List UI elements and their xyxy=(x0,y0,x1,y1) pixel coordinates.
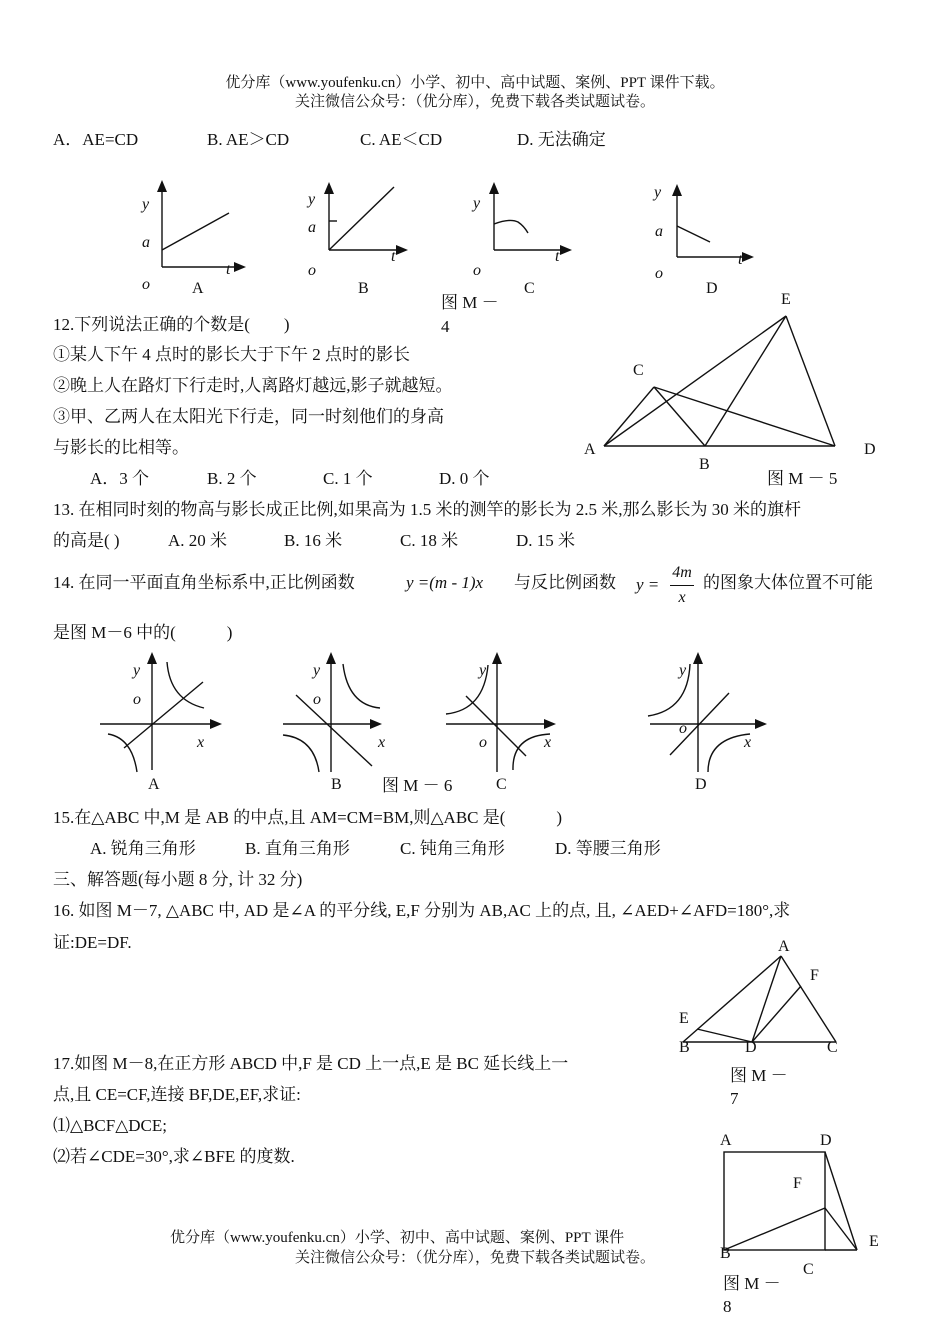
fig-m7-point-c: C xyxy=(827,1039,838,1056)
q12-option-d: D. 0 个 xyxy=(439,469,490,488)
q16-line-1: 16. 如图 M－7, △ABC 中, AD 是∠A 的平分线, E,F 分别为 AB,AC 上的点, 且, ∠AED+∠AFD=180°,求 xyxy=(53,901,791,920)
footer-line-1: 优分库（www.youfenku.cn）小学、初中、高中试题、案例、PPT 课件 xyxy=(170,1230,625,1246)
q12-statement-3b: 与影长的比相等。 xyxy=(53,438,189,457)
q15-stem: 15.在△ABC 中,M 是 AB 的中点,且 AM=CM=BM,则△ABC 是( ) xyxy=(53,808,563,827)
q11-option-d: D. 无法确定 xyxy=(517,130,606,149)
q17-part-1: ⑴△BCF△DCE; xyxy=(53,1116,168,1135)
q12-stem: 12.下列说法正确的个数是( ) xyxy=(53,315,290,334)
q12-statement-2: ②晚上人在路灯下行走时,人离路灯越远,影子就越短。 xyxy=(53,376,453,395)
fig-m4-d-t-label: t xyxy=(738,251,743,268)
fig-m5-point-e: E xyxy=(781,291,791,308)
fig-m6-graph-d-label: D xyxy=(695,776,707,793)
q14-line-2: 是图 M－6 中的( ) xyxy=(53,623,233,642)
fig-m6-c-x-label: x xyxy=(544,734,552,751)
q12-statement-1: ①某人下午 4 点时的影长大于下午 2 点时的影长 xyxy=(53,345,410,364)
q13-option-a: A. 20 米 xyxy=(168,531,228,550)
fig-m5-point-d: D xyxy=(864,441,876,458)
q17-line-2: 点,且 CE=CF,连接 BF,DE,EF,求证: xyxy=(53,1085,301,1104)
q17-line-1: 17.如图 M－8,在正方形 ABCD 中,F 是 CD 上一点,E 是 BC 延长线上一 xyxy=(53,1054,569,1073)
q14-text-mid: 与反比例函数 xyxy=(514,573,616,592)
fig-m6-d-y-label: y xyxy=(679,662,687,679)
q14-inverse-numerator: 4m xyxy=(672,564,692,581)
fig-m7-point-a: A xyxy=(778,938,790,955)
fig-m7-caption: 图 M － xyxy=(730,1066,788,1085)
fig-m4-d-y-label: y xyxy=(654,184,662,201)
q12-option-b: B. 2 个 xyxy=(207,469,257,488)
fig-m6-b-y-label: y xyxy=(313,662,321,679)
q12-option-c: C. 1 个 xyxy=(323,469,373,488)
fig-m6-caption: 图 M － 6 xyxy=(382,776,453,795)
fig-m6-b-origin-label: o xyxy=(313,691,321,708)
q13-option-c: C. 18 米 xyxy=(400,531,459,550)
fig-m8-point-e: E xyxy=(869,1233,879,1250)
fig-m4-d-origin-label: o xyxy=(655,265,663,282)
q17-part-2: ⑵若∠CDE=30°,求∠BFE 的度数. xyxy=(53,1147,295,1166)
fig-m5-point-a: A xyxy=(584,441,596,458)
fig-m4-a-y-label: y xyxy=(142,196,150,213)
fig-m4-caption: 图 M － xyxy=(441,293,499,312)
fig-m4-graph-a-label: A xyxy=(192,280,204,297)
fig-m4-d-a-label: a xyxy=(655,223,663,240)
fig-m6-c-y-label: y xyxy=(479,662,487,679)
fig-m8-point-a: A xyxy=(720,1132,732,1149)
fig-m4-graph-d-label: D xyxy=(706,280,718,297)
fig-m6-a-x-label: x xyxy=(197,734,205,751)
fig-m4-graph-b-label: B xyxy=(358,280,369,297)
fig-m6-graph-a-label: A xyxy=(148,776,160,793)
fig-m8-point-d: D xyxy=(820,1132,832,1149)
q13-option-d: D. 15 米 xyxy=(516,531,576,550)
q13-line-2: 的高是( ) xyxy=(53,531,120,550)
footer-line-2: 关注微信公众号：（优分库），免费下载各类试题试卷。 xyxy=(294,1250,655,1266)
q15-option-d: D. 等腰三角形 xyxy=(555,839,661,858)
q14-direct-function: y =(m - 1)x xyxy=(406,573,484,592)
fig-m4-c-t-label: t xyxy=(555,248,560,265)
fig-m4-a-a-label: a xyxy=(142,234,150,251)
fig-m4-c-y-label: y xyxy=(473,195,481,212)
fig-m5-point-c: C xyxy=(633,362,644,379)
q14-inverse-denominator: x xyxy=(678,589,686,606)
q15-option-a: A. 锐角三角形 xyxy=(90,839,196,858)
section-3-title: 三、解答题(每小题 8 分, 计 32 分) xyxy=(53,870,303,889)
fig-m4-c-origin-label: o xyxy=(473,262,481,279)
fig-m5-point-b: B xyxy=(699,456,710,473)
fig-m4-a-origin-label: o xyxy=(142,276,150,293)
q14-text-post: 的图象大体位置不可能 xyxy=(703,573,873,592)
q11-option-b: B. AE＞CD xyxy=(207,130,290,149)
fig-m7-point-d: D xyxy=(745,1039,757,1056)
header-line-1: 优分库（www.youfenku.cn）小学、初中、高中试题、案例、PPT 课件下载。 xyxy=(225,75,725,91)
fig-m4-a-t-label: t xyxy=(226,261,231,278)
q12-option-a: A．3 个 xyxy=(90,469,150,488)
q14-text-pre: 14. 在同一平面直角坐标系中,正比例函数 xyxy=(53,573,355,592)
q15-option-c: C. 钝角三角形 xyxy=(400,839,505,858)
fig-m6-a-origin-label: o xyxy=(133,691,141,708)
fig-m8-point-f: F xyxy=(793,1175,802,1192)
fig-m8-point-c: C xyxy=(803,1261,814,1278)
fig-m4-caption-number: 4 xyxy=(441,317,450,336)
q15-option-b: B. 直角三角形 xyxy=(245,839,350,858)
fig-m6-a-y-label: y xyxy=(133,662,141,679)
q13-line-1: 13. 在相同时刻的物高与影长成正比例,如果高为 1.5 米的测竿的影长为 2.5 米,那么影长为 30 米的旗杆 xyxy=(53,500,801,519)
q16-line-2: 证:DE=DF. xyxy=(53,933,132,952)
fig-m6-b-x-label: x xyxy=(378,734,386,751)
fig-m5-caption: 图 M － 5 xyxy=(767,469,838,488)
fig-m7-point-b: B xyxy=(679,1039,690,1056)
q11-option-a: A．AE=CD xyxy=(53,130,139,149)
fig-m6-graph-c-label: C xyxy=(496,776,507,793)
fig-m8-point-b: B xyxy=(720,1245,731,1262)
fig-m4-b-a-label: a xyxy=(308,219,316,236)
fig-m6-graph-b-label: B xyxy=(331,776,342,793)
fig-m4-b-y-label: y xyxy=(308,191,316,208)
q11-option-c: C. AE＜CD xyxy=(360,130,443,149)
fig-m4-b-t-label: t xyxy=(391,248,396,265)
fig-m6-c-origin-label: o xyxy=(479,734,487,751)
fig-m4-graph-c-label: C xyxy=(524,280,535,297)
fig-m7-point-e: E xyxy=(679,1010,689,1027)
fig-m6-d-origin-label: o xyxy=(679,720,687,737)
q13-option-b: B. 16 米 xyxy=(284,531,343,550)
fig-m4-b-origin-label: o xyxy=(308,262,316,279)
fig-m7-point-f: F xyxy=(810,967,819,984)
fig-m6-d-x-label: x xyxy=(744,734,752,751)
fig-m8-caption-number: 8 xyxy=(723,1297,732,1316)
fig-m7-caption-number: 7 xyxy=(730,1089,739,1108)
q14-inverse-function-lhs: y = xyxy=(636,575,660,594)
q12-statement-3a: ③甲、乙两人在太阳光下行走，同一时刻他们的身高 xyxy=(53,407,444,426)
header-line-2: 关注微信公众号：（优分库），免费下载各类试题试卷。 xyxy=(294,94,655,110)
fig-m8-caption: 图 M － xyxy=(723,1274,781,1293)
